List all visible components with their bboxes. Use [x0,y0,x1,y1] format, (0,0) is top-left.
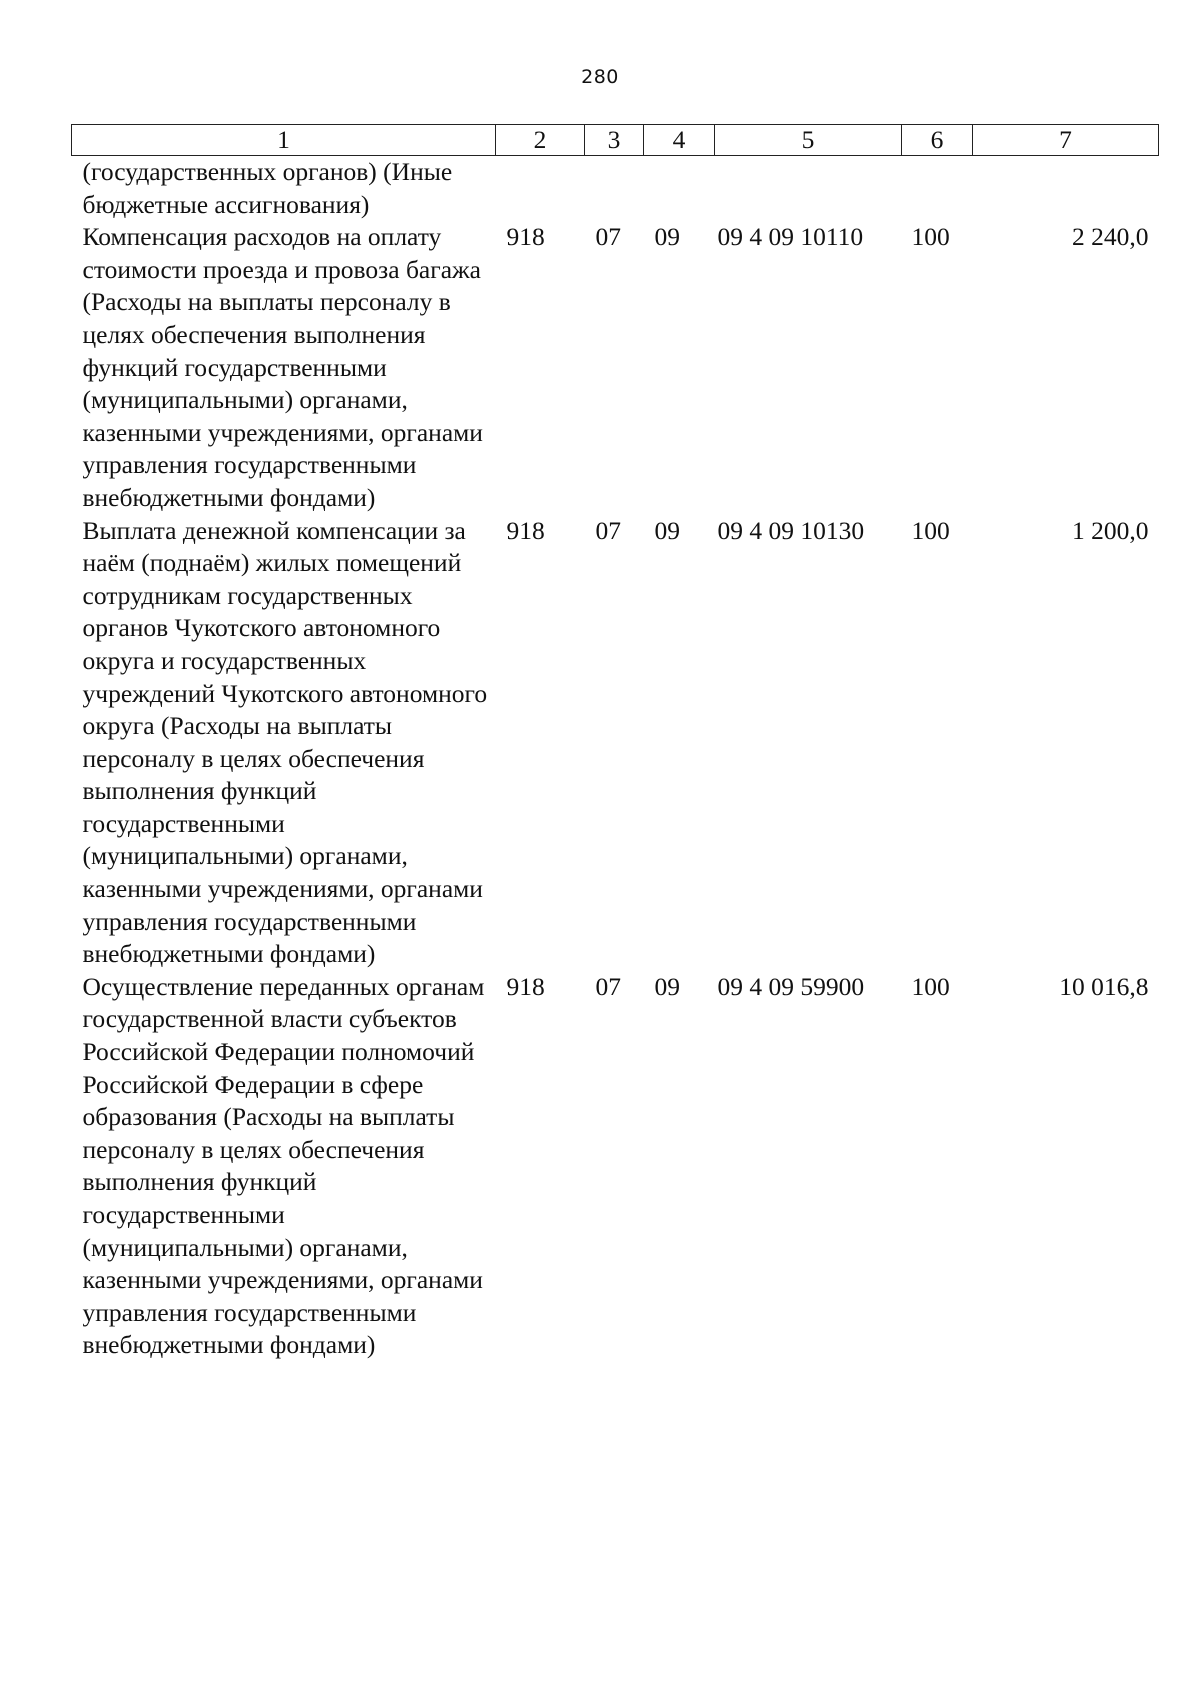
budget-table [71,124,1159,1362]
header-col-7: 7 [973,125,1159,156]
table-row [72,156,1159,222]
header-col-2: 2 [496,125,585,156]
row-amount: 10 016,8 [1059,971,1149,1001]
table-row [72,971,1159,1362]
table-row [72,221,1159,514]
row-section: 07 [595,222,621,252]
header-col-6: 6 [902,125,973,156]
row-name: Выплата денежной компенсации за наём (поднаём) жилых помещений сотрудникам государственных органов Чукотского автономного округа и государственных учреждений Чукотского автономного округа (Расходы на выплаты персоналу в целях обеспечения выполнения функций государственными (муниципальными) органами, казенными учреждениями, органами управления государственными внебюджетными фондами) [82,515,488,969]
row-subsection: 09 [654,222,680,252]
row-name: Осуществление переданных органам государственной власти субъектов Российской Федерации полномочий Российской Федерации в сфере образования (Расходы на выплаты персоналу в целях обеспечения выполнения функций государственными (муниципальными) органами, казенными учреждениями, органами управления государственными внебюджетными фондами) [82,971,485,1360]
table-row [72,515,1159,971]
row-admin-code [496,156,585,222]
row-subsection: 09 [654,971,680,1001]
row-expense-type: 100 [911,222,950,252]
row-section [585,156,644,222]
table-body [72,156,1159,1362]
header-col-4: 4 [644,125,715,156]
header-row [72,125,1159,156]
row-name: (государственных органов) (Иные бюджетные ассигнования) [82,157,453,219]
row-expense-type [902,156,973,222]
row-admin-code: 918 [506,515,545,545]
row-expense-type: 100 [911,515,950,545]
row-subsection: 09 [654,515,680,545]
row-section: 07 [595,971,621,1001]
row-amount: 1 200,0 [1072,515,1149,545]
row-amount: 2 240,0 [1072,222,1149,252]
row-target-article: 09 4 09 10130 [717,515,865,545]
row-admin-code: 918 [506,971,545,1001]
row-admin-code: 918 [506,222,545,252]
table-header [72,125,1159,156]
row-subsection [644,156,715,222]
row-target-article [715,156,902,222]
row-name: Компенсация расходов на оплату стоимости проезда и провоза багажа (Расходы на выплаты персоналу в целях обеспечения выполнения функций государственными (муниципальными) органами, казенными учреждениями, органами управления государственными внебюджетными фондами) [82,222,483,512]
page-number: 280 [581,66,619,88]
row-target-article: 09 4 09 59900 [717,971,865,1001]
row-target-article: 09 4 09 10110 [717,222,864,252]
header-col-5: 5 [715,125,902,156]
row-section: 07 [595,515,621,545]
header-col-1: 1 [72,125,496,156]
header-col-3: 3 [585,125,644,156]
row-amount [973,156,1159,222]
row-expense-type: 100 [911,971,950,1001]
